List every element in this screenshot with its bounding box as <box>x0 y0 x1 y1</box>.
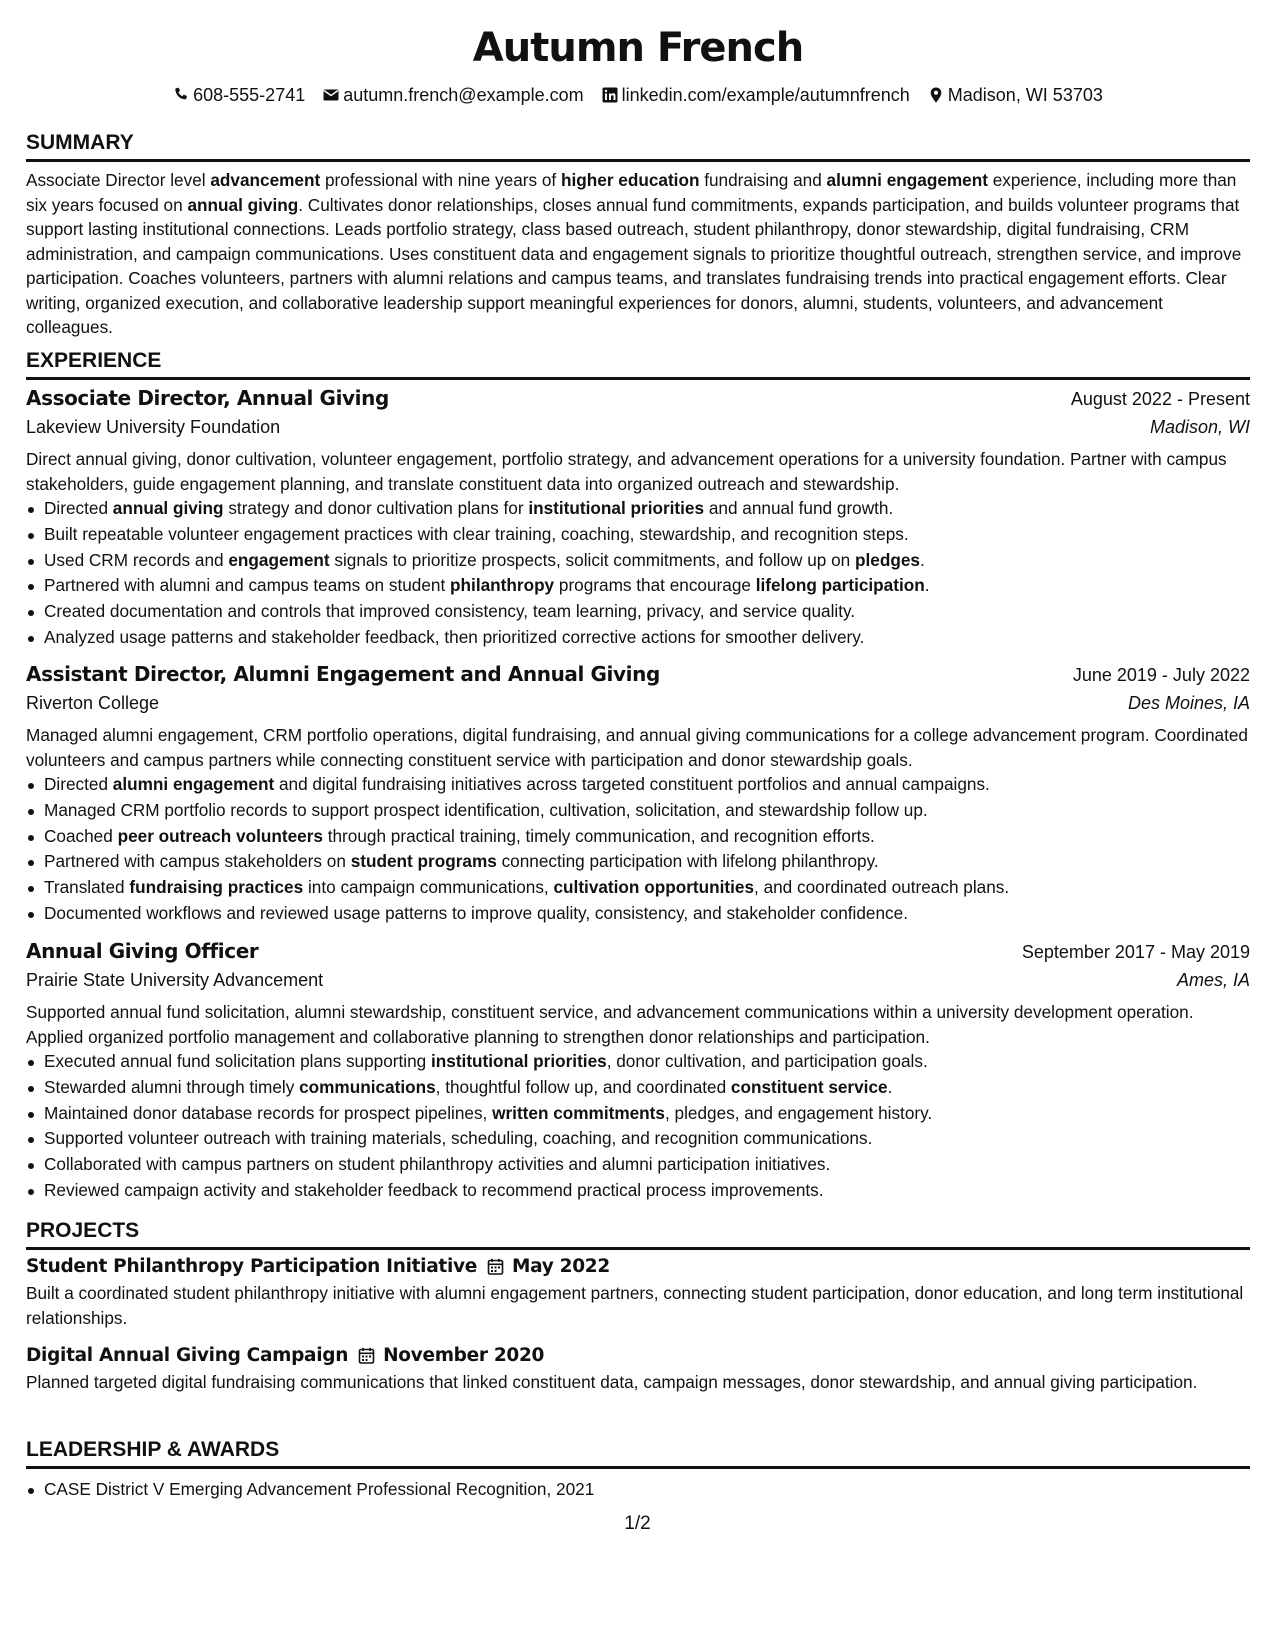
list-item: Managed CRM portfolio records to support prospect identification, cultivation, solicitation, and stewardship follow up. <box>26 798 1250 824</box>
job-description: Managed alumni engagement, CRM portfolio operations, digital fundraising, and annual giving communications for a college advancement program. Coordinated volunteers and campus partners while connecting constituent service with participation and donor stewardship goals. <box>26 725 1248 770</box>
list-item: CASE District V Emerging Advancement Professional Recognition, 2021 <box>26 1477 1250 1503</box>
list-item: Maintained donor database records for prospect pipelines, written commitments, pledges, and engagement history. <box>26 1101 1250 1127</box>
project-entry <box>26 1256 1250 1330</box>
job-description: Supported annual fund solicitation, alumni stewardship, constituent service, and advancement communications within a university development operation. Applied organized portfolio management and collaborative planning to strengthen donor relationships and participation. <box>26 1002 1194 1047</box>
job-location: Madison, WI <box>1149 417 1250 437</box>
project-description: Planned targeted digital fundraising communications that linked constituent data, campaign messages, donor stewardship, and annual giving participation. <box>26 1372 1198 1392</box>
contact-linkedin[interactable] <box>602 83 910 107</box>
list-item: Executed annual fund solicitation plans supporting institutional priorities, donor cultivation, and participation goals. <box>26 1049 1250 1075</box>
linkedin-text: linkedin.com/example/autumnfrench <box>621 85 910 105</box>
job-location: Des Moines, IA <box>1127 693 1250 713</box>
resume-page <box>26 0 1250 1499</box>
job-title: Assistant Director, Alumni Engagement and Annual Giving <box>26 662 660 686</box>
leadership-section <box>26 1437 1250 1503</box>
project-entry <box>26 1345 1250 1395</box>
section-title-leadership: LEADERSHIP & AWARDS <box>26 1438 280 1461</box>
section-divider <box>26 159 1250 162</box>
envelope-icon <box>323 87 339 103</box>
resume-header <box>26 0 1250 107</box>
job-dates: September 2017 - May 2019 <box>1021 942 1250 962</box>
job-organization: Lakeview University Foundation <box>26 417 281 437</box>
job-description: Direct annual giving, donor cultivation, volunteer engagement, portfolio strategy, and advancement operations for a university foundation. Partner with campus stakeholders, guide engagement planning, and translate constituent data into organized outreach and stewardship. <box>26 449 1227 494</box>
page-number: 1/2 <box>624 1513 651 1534</box>
list-item: Stewarded alumni through timely communications, thoughtful follow up, and coordinated constituent service. <box>26 1075 1250 1101</box>
list-item: Partnered with alumni and campus teams on student philanthropy programs that encourage lifelong participation. <box>26 573 1250 599</box>
list-item: Created documentation and controls that improved consistency, team learning, privacy, and service quality. <box>26 599 1250 625</box>
project-date-text: May 2022 <box>512 1256 610 1277</box>
job-title: Associate Director, Annual Giving <box>26 386 389 410</box>
list-item: Built repeatable volunteer engagement practices with clear training, coaching, stewardship, and recognition steps. <box>26 522 1250 548</box>
experience-section <box>26 348 1250 380</box>
project-date <box>358 1345 544 1366</box>
project-date-text: November 2020 <box>383 1345 545 1366</box>
section-title-experience: EXPERIENCE <box>26 349 162 372</box>
list-item: Documented workflows and reviewed usage patterns to improve quality, consistency, and stakeholder confidence. <box>26 901 1250 927</box>
job-title: Annual Giving Officer <box>26 939 259 963</box>
project-title: Digital Annual Giving Campaign <box>26 1345 349 1366</box>
location-text: Madison, WI 53703 <box>947 85 1103 105</box>
section-divider <box>26 1466 1250 1469</box>
calendar-icon <box>358 1347 375 1364</box>
phone-text: 608-555-2741 <box>193 85 306 105</box>
job-organization: Riverton College <box>26 693 160 713</box>
job-dates: June 2019 - July 2022 <box>1072 665 1250 685</box>
contact-location <box>928 83 1103 107</box>
project-date <box>487 1256 610 1277</box>
job-bullets <box>26 772 1250 927</box>
calendar-icon <box>487 1258 504 1275</box>
list-item: Reviewed campaign activity and stakeholder feedback to recommend practical process improvements. <box>26 1178 1250 1204</box>
list-item: Directed alumni engagement and digital fundraising initiatives across targeted constituent portfolios and annual campaigns. <box>26 772 1250 798</box>
job-dates: August 2022 - Present <box>1070 389 1250 409</box>
job-location: Ames, IA <box>1176 970 1250 990</box>
section-title-projects: PROJECTS <box>26 1219 140 1242</box>
summary-section <box>26 130 1250 340</box>
job-entry <box>26 939 1250 1204</box>
job-entry <box>26 662 1250 927</box>
linkedin-icon <box>602 87 618 103</box>
projects-section <box>26 1218 1250 1250</box>
project-description: Built a coordinated student philanthropy initiative with alumni engagement partners, connecting student participation, donor education, and long term institutional relationships. <box>26 1283 1244 1328</box>
list-item: Directed annual giving strategy and donor cultivation plans for institutional priorities and annual fund growth. <box>26 496 1250 522</box>
contact-phone[interactable] <box>173 83 305 107</box>
section-divider <box>26 377 1250 380</box>
candidate-name: Autumn French <box>472 25 804 71</box>
job-bullets <box>26 496 1250 651</box>
map-marker-icon <box>928 87 944 103</box>
list-item: Translated fundraising practices into campaign communications, cultivation opportunities, and coordinated outreach plans. <box>26 875 1250 901</box>
phone-icon <box>173 87 189 103</box>
job-organization: Prairie State University Advancement <box>26 970 324 990</box>
leadership-list <box>26 1477 1250 1503</box>
job-entry <box>26 386 1250 651</box>
section-title-summary: SUMMARY <box>26 131 134 154</box>
email-text: autumn.french@example.com <box>343 85 584 105</box>
contact-row <box>26 83 1250 107</box>
list-item: Used CRM records and engagement signals to prioritize prospects, solicit commitments, and follow up on pledges. <box>26 548 1250 574</box>
contact-email[interactable] <box>323 83 583 107</box>
list-item: Analyzed usage patterns and stakeholder feedback, then prioritized corrective actions for smoother delivery. <box>26 625 1250 651</box>
summary-text: Associate Director level advancement professional with nine years of higher education fundraising and alumni engagement experience, including more than six years focused on annual giving. Cultivates donor relationships, closes annual fund commitments, expands participation, and builds volunteer programs that support lasting institutional connections. Leads portfolio strategy, class based outreach, student philanthropy, donor stewardship, digital fundraising, CRM administration, and campaign communications. Uses constituent data and engagement signals to prioritize thoughtful outreach, strengthen service, and improve participation. Coaches volunteers, partners with alumni relations and campus teams, and translates fundraising trends into practical engagement efforts. Clear writing, organized execution, and collaborative leadership support meaningful experiences for donors, alumni, students, volunteers, and advancement colleagues. <box>26 170 1242 337</box>
list-item: Partnered with campus stakeholders on student programs connecting participation with lifelong philanthropy. <box>26 849 1250 875</box>
list-item: Supported volunteer outreach with training materials, scheduling, coaching, and recognition communications. <box>26 1126 1250 1152</box>
project-title: Student Philanthropy Participation Initiative <box>26 1256 477 1277</box>
job-bullets <box>26 1049 1250 1204</box>
list-item: Coached peer outreach volunteers through practical training, timely communication, and recognition efforts. <box>26 824 1250 850</box>
list-item: Collaborated with campus partners on student philanthropy activities and alumni participation initiatives. <box>26 1152 1250 1178</box>
section-divider <box>26 1247 1250 1250</box>
